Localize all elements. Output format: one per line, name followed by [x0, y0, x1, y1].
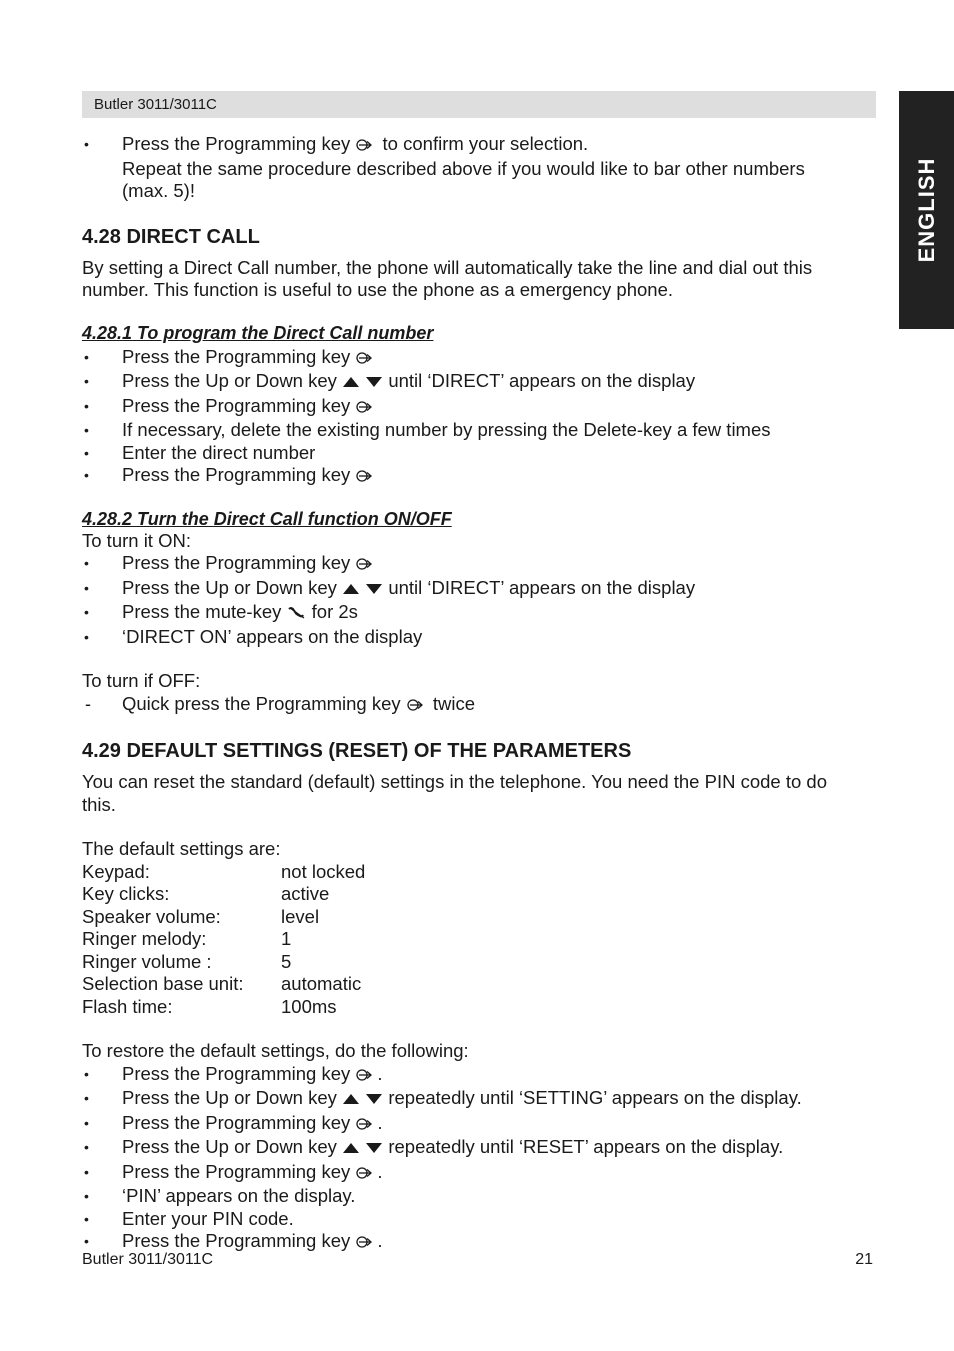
- bullet: •: [84, 444, 89, 461]
- down-arrow-key-icon: [365, 579, 383, 602]
- settings-row: [82, 883, 882, 906]
- bullet: •: [84, 1090, 89, 1106]
- setting-key: Keypad:: [82, 860, 150, 882]
- list-item-text: Press the Up or Down key: [122, 576, 337, 598]
- bullet: •: [84, 397, 89, 414]
- setting-value: level: [281, 905, 320, 927]
- list-item: [82, 601, 882, 626]
- turn-off-label: To turn if OFF:: [82, 670, 201, 691]
- programming-key-icon: [355, 554, 377, 577]
- section-4-28-para-line2: number. This function is useful to use the phone as a emergency phone.: [82, 279, 674, 300]
- list-item-text: ‘DIRECT ON’ appears on the display: [122, 625, 423, 647]
- bullet: •: [84, 1163, 89, 1180]
- programming-key-icon: [355, 466, 377, 489]
- list-item: [82, 1208, 882, 1231]
- programming-key-icon: [355, 1232, 377, 1255]
- list-item-text: Press the Up or Down key: [122, 1087, 337, 1108]
- footer-title: Butler 3011/3011C: [82, 1251, 214, 1268]
- list-item-text: Press the Programming key: [122, 1160, 351, 1182]
- settings-row: [82, 973, 882, 996]
- bullet: •: [84, 628, 89, 645]
- setting-value: 5: [281, 950, 292, 972]
- section-4-28-title: 4.28 DIRECT CALL: [82, 225, 260, 248]
- language-tab-label: ENGLISH: [913, 157, 939, 263]
- bullet: •: [84, 604, 89, 620]
- intro-max-line: (max. 5)!: [122, 180, 195, 201]
- setting-value: not locked: [281, 860, 366, 882]
- list-item-text: Press the Programming key: [122, 464, 351, 485]
- bullet: •: [84, 422, 89, 438]
- up-arrow-key-icon: [342, 372, 360, 395]
- setting-key: Flash time:: [82, 995, 173, 1017]
- setting-value: automatic: [281, 973, 362, 994]
- down-arrow-key-icon: [365, 1089, 383, 1112]
- language-tab: [899, 91, 954, 329]
- settings-row: [82, 861, 882, 884]
- setting-key: Selection base unit:: [82, 973, 244, 994]
- up-arrow-key-icon: [342, 1138, 360, 1161]
- list-item: [82, 395, 882, 420]
- header-bar: [82, 91, 876, 118]
- page-number: 21: [855, 1251, 873, 1268]
- down-arrow-key-icon: [365, 1138, 383, 1161]
- list-item: [82, 577, 882, 602]
- bullet: •: [84, 373, 89, 389]
- bullet: •: [84, 1188, 89, 1204]
- list-item-text: If necessary, delete the existing number by pressing the Delete-key a few times: [122, 419, 771, 440]
- up-arrow-key-icon: [342, 579, 360, 602]
- setting-key: Ringer volume :: [82, 950, 212, 972]
- programming-key-icon: [355, 397, 377, 420]
- setting-key: Ringer melody:: [82, 928, 207, 949]
- list-item: [82, 419, 882, 442]
- programming-key-icon: [355, 1065, 377, 1088]
- list-item-text: ‘PIN’ appears on the display.: [122, 1185, 356, 1206]
- list-item: [82, 1136, 882, 1161]
- bullet: •: [84, 1114, 89, 1131]
- subsection-4-28-2-title: 4.28.2 Turn the Direct Call function ON/OFF: [82, 508, 452, 529]
- programming-key-icon: [355, 135, 377, 158]
- list-item-text: Press the Programming key: [122, 345, 351, 367]
- programming-key-icon: [355, 348, 377, 371]
- dash-marker: -: [85, 693, 91, 714]
- bullet: •: [84, 1139, 89, 1155]
- setting-value: active: [281, 883, 330, 904]
- list-item-text: Press the Programming key: [122, 1062, 351, 1084]
- list-item-text: Press the Up or Down key: [122, 370, 337, 391]
- programming-key-icon: [406, 695, 428, 718]
- intro-repeat-line: Repeat the same procedure described above if you would like to bar other numbers: [122, 157, 805, 179]
- list-item-text-tail: for 2s: [311, 601, 358, 622]
- turn-on-label: To turn it ON:: [82, 529, 191, 551]
- list-item: [82, 464, 882, 489]
- list-item-text-tail: .: [377, 1160, 383, 1182]
- list-item-text-tail: .: [377, 1062, 383, 1084]
- bullet: •: [84, 467, 89, 483]
- list-item: [82, 693, 882, 718]
- settings-row: [82, 906, 882, 929]
- down-arrow-key-icon: [365, 372, 383, 395]
- settings-row: [82, 951, 882, 974]
- list-item: [82, 1087, 882, 1112]
- list-item-text-tail: repeatedly until ‘RESET’ appears on the display.: [388, 1136, 784, 1157]
- setting-key: Speaker volume:: [82, 905, 221, 927]
- list-item: [82, 1161, 882, 1186]
- list-item-text: Press the Up or Down key: [122, 1136, 337, 1157]
- intro-item: [82, 133, 882, 203]
- list-item: [82, 346, 882, 371]
- list-item-text: Press the mute-key: [122, 601, 282, 622]
- defaults-label: The default settings are:: [82, 838, 281, 859]
- list-item-text: Press the Programming key: [122, 1230, 351, 1251]
- list-item: [82, 1112, 882, 1137]
- up-arrow-key-icon: [342, 1089, 360, 1112]
- list-item: [82, 442, 882, 465]
- section-4-28-para-line1: By setting a Direct Call number, the phone will automatically take the line and dial out this: [82, 256, 813, 278]
- list-item: [82, 370, 882, 395]
- list-item-text-tail: until ‘DIRECT’ appears on the display: [388, 370, 696, 391]
- list-item-text-tail: repeatedly until ‘SETTING’ appears on the display.: [388, 1087, 802, 1108]
- header-title: Butler 3011/3011C: [94, 96, 217, 113]
- programming-key-icon: [355, 1114, 377, 1137]
- intro-text-tail: to confirm your selection.: [382, 133, 589, 154]
- list-item-text: Press the Programming key: [122, 394, 351, 416]
- section-4-29-title: 4.29 DEFAULT SETTINGS (RESET) OF THE PARAMETERS: [82, 740, 632, 762]
- list-item-text: Enter your PIN code.: [122, 1207, 294, 1229]
- list-item-text-tail: .: [377, 1111, 383, 1133]
- restore-label: To restore the default settings, do the following:: [82, 1040, 469, 1061]
- bullet: •: [84, 348, 89, 365]
- list-item-text: Enter the direct number: [122, 441, 316, 463]
- subsection-4-28-1-title: 4.28.1 To program the Direct Call number: [82, 322, 434, 343]
- mute-key-icon: [287, 603, 307, 626]
- list-item-text: Press the Programming key: [122, 552, 351, 573]
- list-item: [82, 1063, 882, 1088]
- page-content: [82, 133, 882, 1255]
- settings-row: [82, 996, 882, 1019]
- setting-value: 1: [281, 928, 292, 949]
- intro-text: Press the Programming key: [122, 133, 351, 154]
- list-item-text: Quick press the Programming key: [122, 692, 401, 714]
- bullet: •: [84, 1233, 89, 1249]
- setting-value: 100ms: [281, 995, 337, 1017]
- list-item: [82, 1185, 882, 1208]
- bullet: •: [84, 555, 89, 571]
- settings-row: [82, 928, 882, 951]
- list-item-text: Press the Programming key: [122, 1111, 351, 1133]
- section-4-29-para-line2: this.: [82, 793, 116, 815]
- list-item-text-tail: twice: [432, 692, 476, 714]
- list-item: [82, 626, 882, 649]
- list-item: [82, 552, 882, 577]
- bullet: •: [84, 579, 89, 596]
- bullet: •: [84, 136, 89, 152]
- list-item-text-tail: until ‘DIRECT’ appears on the display: [388, 576, 696, 598]
- section-4-29-para-line1: You can reset the standard (default) settings in the telephone. You need the PIN code to do: [82, 771, 827, 792]
- setting-key: Key clicks:: [82, 883, 170, 904]
- bullet: •: [84, 1210, 89, 1227]
- programming-key-icon: [355, 1163, 377, 1186]
- list-item-text-tail: .: [377, 1230, 383, 1251]
- bullet: •: [84, 1065, 89, 1082]
